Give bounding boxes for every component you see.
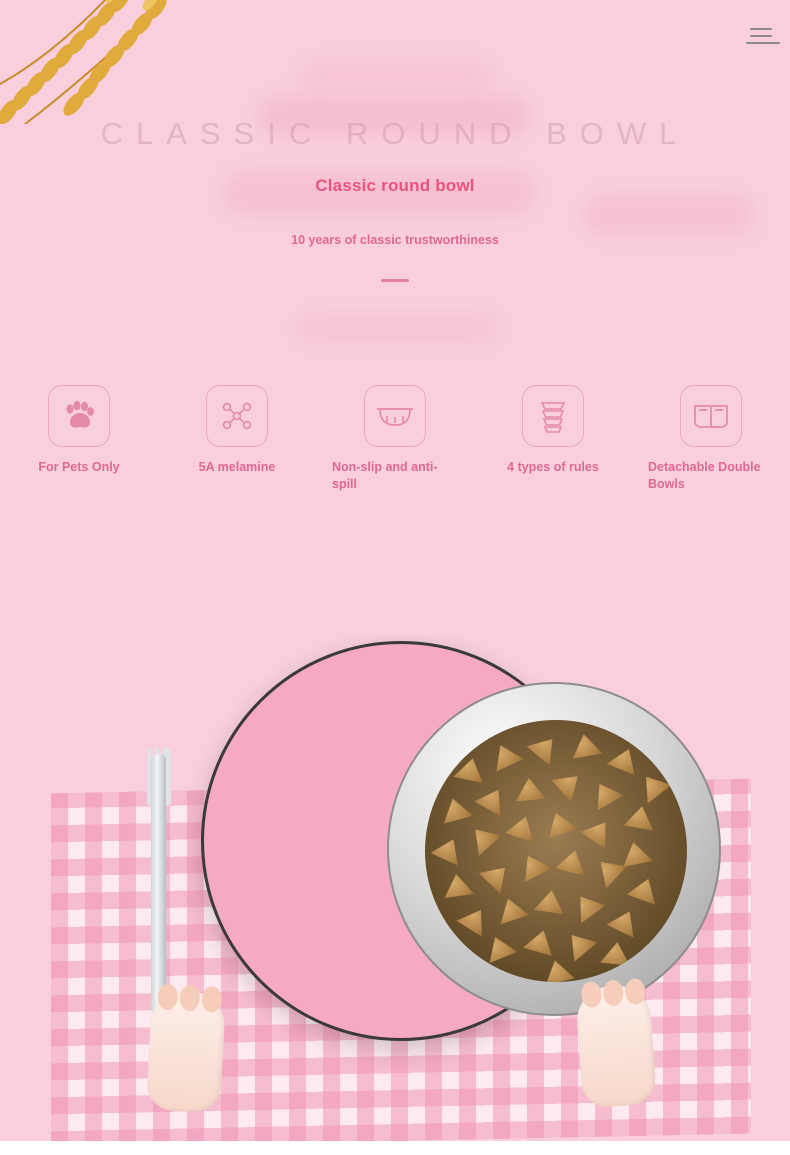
title-divider xyxy=(381,279,409,282)
feature-item-detachable-double-bowls xyxy=(632,385,790,493)
steel-bowl xyxy=(387,682,721,1016)
feature-label: For Pets Only xyxy=(38,460,120,474)
page-subtitle: 10 years of classic trustworthiness xyxy=(291,233,499,247)
wheat-decoration-icon xyxy=(0,0,250,124)
feature-label: Detachable Double Bowls xyxy=(648,460,761,491)
feature-icon-frame xyxy=(364,385,426,447)
bowl-interior xyxy=(425,720,687,982)
background-blob xyxy=(583,195,755,235)
non-slip-bowl-icon xyxy=(376,403,414,429)
background-blob xyxy=(299,60,495,93)
feature-label: Non-slip and anti-spill xyxy=(332,460,438,491)
page-title: Classic round bowl xyxy=(315,176,475,195)
feature-label: 5A melamine xyxy=(198,460,276,474)
feature-icon-frame xyxy=(48,385,110,447)
dog-paw-right xyxy=(575,984,657,1109)
feature-icon-frame xyxy=(680,385,742,447)
melamine-molecule-icon xyxy=(220,399,254,433)
hamburger-menu-icon[interactable] xyxy=(746,22,780,50)
feature-label: 4 types of rules xyxy=(507,460,599,474)
dog-paw-left xyxy=(146,989,226,1113)
feature-icon-frame xyxy=(522,385,584,447)
pink-plate xyxy=(201,641,601,1041)
feature-item-4-types xyxy=(474,385,632,476)
feature-item-non-slip xyxy=(316,385,474,493)
paw-print-icon xyxy=(62,400,96,432)
page-bottom-edge xyxy=(0,1141,790,1155)
product-photo xyxy=(51,636,751,1141)
page-title-outline: CLASSIC ROUND BOWL xyxy=(100,116,690,151)
background-blob xyxy=(296,312,500,345)
feature-list xyxy=(0,385,790,493)
fork-icon xyxy=(151,754,166,1014)
feature-item-for-pets-only xyxy=(0,385,158,476)
stacked-bowls-icon xyxy=(538,398,568,434)
detachable-double-bowl-icon xyxy=(693,402,729,430)
feature-item-5a-melamine xyxy=(158,385,316,476)
feature-icon-frame xyxy=(206,385,268,447)
